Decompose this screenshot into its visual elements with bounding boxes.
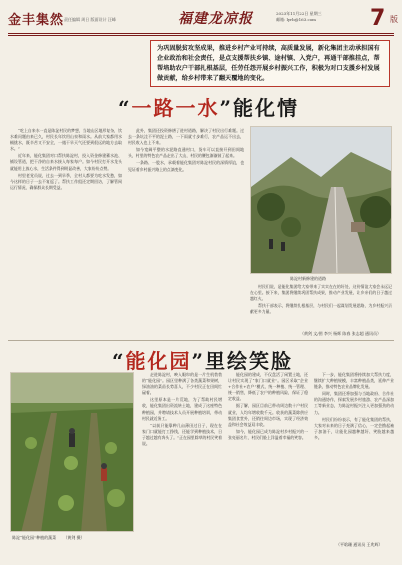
garden-photo-illustration — [11, 373, 134, 532]
publication-info — [276, 11, 322, 23]
article2-column-3 — [314, 372, 394, 538]
article2-photo-credit: （黄剑 摄） — [63, 535, 85, 540]
header-rule-thin — [8, 35, 394, 36]
date-line: 2023年11月22日 星期三 — [276, 11, 322, 16]
paragraph: 如今，能化园已成为陈淀村乡村振兴的一张亮丽名片，村民们脸上洋溢着幸福的笑容。 — [228, 428, 308, 440]
paragraph: 同时，集团还将加强与当地政府、合作社的沟通协作，探索发展乡村旅游、农产品深加工等新业态，为陈淀村振兴注入更加强劲的动力。 — [314, 391, 394, 415]
article1-photo-caption: 陈淀村新修建的道路 — [290, 276, 326, 281]
paragraph: 帮扶干部表示，将继续扎根基层，与村民们一起谋划发展思路，为乡村振兴贡献更多力量。 — [250, 303, 392, 315]
article2-column-2 — [228, 372, 308, 548]
article1-column-1 — [10, 128, 122, 336]
paragraph: 据了解，园区目前已带动周边数十户村民就业，人均年增收数千元。收获的蔬菜除供应集团食堂外，还销往周边市场，实现了经济效益和社会效益双丰收。 — [228, 403, 308, 427]
article2-column-1 — [142, 372, 222, 548]
lead-summary-text: 为巩固脱贫攻坚成果，推进乡村产业可持续，高质量发展，新化集团主动承担国有企业政治和社会责任，是点支援帮扶乡镇、途村镇、入党户，再通干部推挂点，帮帮培助农户干部扎根基层，任劳任怨开展乡村振兴工作，积极为对口支援乡村发展做贡献，给乡村带来了翻天覆地的变化。 — [157, 45, 380, 82]
article1-photo-road — [250, 126, 392, 274]
paragraph: 此外，集团还投资修缮了进村道路，解决了村民出行难题。过去一条坑洼不平的泥土路，一下雨就寸步难行，农产品运不出去，村民收入也上不来。 — [128, 128, 244, 146]
article1-column-3 — [250, 284, 392, 330]
page-suffix: 版 — [390, 15, 398, 24]
header-rule — [8, 33, 394, 34]
masthead — [8, 6, 398, 32]
article1-headline: “一路一水”能化情 — [118, 96, 300, 120]
paragraph: 村里老党员说，过去一到旱季，全村人都要为吃水发愁，如今这样的日子一去不复返了。帮扶工作组还定期回访，了解管网运行情况，确保群众长期受益。 — [10, 172, 122, 190]
article1-signature: （黄剑 文/图 李兴 杨辉 陈春 张志超 通讯员） — [300, 331, 381, 336]
paragraph: 村民们说，是能化集团给大家带来了实实在在的好处，这份情谊大家会永远记在心里。接下来，集团将继续巩固帮扶成果，推动产业发展，让乡亲们的日子越过越红火。 — [250, 284, 392, 302]
paragraph: 近年来，能化集团对口帮扶陈淀村，投入资金修建蓄水池、铺设管道，把干净的自来水接入每家每户。如今村民打开水龙头就能用上放心水，生活条件得到明显改善，大家纷纷点赞。 — [10, 153, 122, 171]
article2-signature: （平晗珊 通讯员 王兆辉） — [336, 542, 383, 547]
paragraph: 如今宽阔平整的水泥路直通村口，货车可以直接开到田间地头，村里的特色农产品走出了大山，村民的腰包渐渐鼓了起来。 — [128, 147, 244, 159]
paragraph: 村民们纷纷表示，有了能化集团的帮扶，大家对未来的日子充满了信心，一定会撸起袖子加油干，让能化园越种越好、笑脸越来越多。 — [314, 416, 394, 440]
lead-summary-box — [150, 40, 390, 87]
road-photo-illustration — [251, 127, 392, 274]
article2-photo-garden — [10, 372, 134, 532]
paragraph: 能化园的建成，不仅盘活了闲置土地，还让村民实现了“家门口就业”。园区采取“企业+合作社+农户”模式，统一种植、统一管理、统一销售，降低了农户的种植风险，保证了稳定收益。 — [228, 372, 308, 402]
paragraph: 这里原本是一片荒地，为了帮助村民增收，能化集团出资流转土地，建成了这座特色种植园，并聘请技术人员开展种植培训，带动村民就近务工。 — [142, 397, 222, 421]
article2-photo-caption: 陈淀“能化园”种植的蔬菜 （黄剑 摄） — [12, 535, 85, 540]
paragraph: 走进陈淀村，映入眼帘的是一片生机勃勃的“能化园”。园区里种满了各类蔬菜和果树，绿油油的菜苗长势喜人，不少村民正在田间忙碌着。 — [142, 372, 222, 396]
paragraph: 一条路、一股水，承载着能化集团对陈淀村民的深情厚谊，也见证着乡村振兴路上的点滴变化。 — [128, 160, 244, 172]
article-divider — [8, 340, 394, 341]
newspaper-title: 福建龙凉报 — [178, 11, 253, 27]
article1-column-2 — [128, 128, 244, 336]
article2-headline: “能化园”里绘笑脸 — [112, 349, 294, 373]
article2-headline-accent: 能化园 — [125, 349, 192, 373]
paragraph: “吃上自来水一直是陈淀村民的梦想，当地山区地形复杂，饮水难问题由来已久，村民长年饮用山泉和雨水。从前大家都用水桶挑水，既辛苦又不安全，一遇干旱天气还要到很远的地方去取水。” — [10, 128, 122, 152]
page-number: 7 — [370, 6, 386, 31]
article1-headline-accent: 一路一水 — [131, 96, 220, 120]
paragraph: 下一步，能化集团将持续加大帮扶力度，继续扩大种植规模，丰富种植品类，延伸产业链条，推动特色农业品牌化发展。 — [314, 372, 394, 390]
contact-line: 邮箱: lyrb@163.com — [276, 17, 316, 22]
section-name: 金丰集然 — [8, 13, 65, 28]
paragraph: “以前只能靠种几亩薄田过日子，现在在家门口就能打工挣钱，还能学到种植技术，日子越过越有奔头了。”正在园里除草的村民笑着说。 — [142, 422, 222, 447]
editor-credit: 责任编辑 周日 版面设计 汪峰 — [64, 17, 116, 22]
